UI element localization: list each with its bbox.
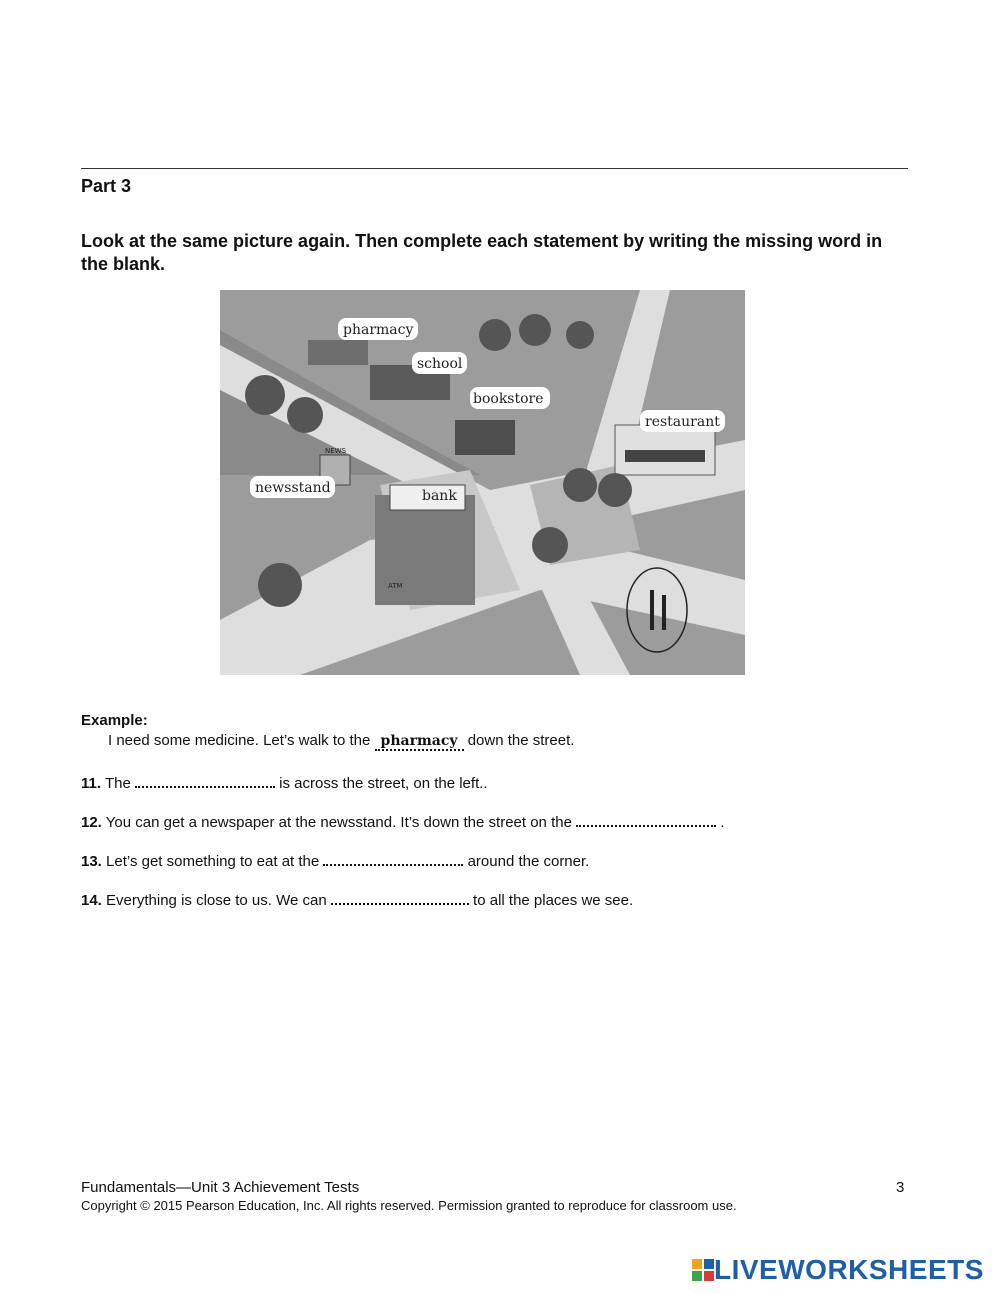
town-map-illustration <box>220 290 745 675</box>
example-heading: Example: <box>81 712 148 729</box>
question-number: 12. <box>81 814 102 831</box>
tree <box>598 473 632 507</box>
example-answer: pharmacy <box>375 733 464 751</box>
question-before: Everything is close to us. We can <box>106 892 327 909</box>
tree <box>258 563 302 607</box>
pharmacy-building <box>308 340 368 365</box>
question-11 <box>81 772 488 792</box>
question-after: around the corner. <box>467 853 590 870</box>
bookstore-building <box>455 420 515 455</box>
tree <box>532 527 568 563</box>
brand-name: LIVEWORKSHEETS <box>714 1254 984 1285</box>
question-14 <box>81 889 633 909</box>
copyright: Copyright © 2015 Pearson Education, Inc. All rights reserved. Permission granted to reproduce for classroom use. <box>81 1198 737 1213</box>
part-title: Part 3 <box>81 176 132 196</box>
answer-blank-13[interactable] <box>323 850 463 866</box>
answer-blank-12[interactable] <box>576 811 716 827</box>
map-label-restaurant: restaurant <box>645 414 720 430</box>
example-after: down the street. <box>467 732 575 749</box>
liveworksheets-brand <box>692 1254 984 1286</box>
example-before: I need some medicine. Let’s walk to the <box>108 732 371 749</box>
instructions: Look at the same picture again. Then complete each statement by writing the missing word in the blank. <box>81 231 883 274</box>
liveworksheets-logo-icon <box>692 1259 714 1281</box>
map-label-newsstand: newsstand <box>255 480 331 496</box>
tree <box>287 397 323 433</box>
map-label-bank: bank <box>422 488 457 504</box>
map-label-pharmacy: pharmacy <box>343 322 414 338</box>
restaurant-windows <box>625 450 705 462</box>
town-map-svg <box>220 290 745 675</box>
tree <box>519 314 551 346</box>
question-13 <box>81 850 589 870</box>
atm-sign: ATM <box>388 582 403 590</box>
question-number: 14. <box>81 892 102 909</box>
header-rule <box>81 168 908 169</box>
answer-blank-11[interactable] <box>135 772 275 788</box>
page-number: 3 <box>896 1179 905 1196</box>
news-sign: NEWS <box>325 447 347 455</box>
question-number: 13. <box>81 853 102 870</box>
tree <box>563 468 597 502</box>
example-sentence <box>108 732 574 749</box>
tree <box>566 321 594 349</box>
answer-blank-14[interactable] <box>331 889 469 905</box>
question-12 <box>81 811 724 831</box>
question-after: . <box>720 814 725 831</box>
tree <box>245 375 285 415</box>
question-before: You can get a newspaper at the newsstand. It’s down the street on the <box>105 814 572 831</box>
footer-title: Fundamentals—Unit 3 Achievement Tests <box>81 1179 360 1196</box>
map-label-bookstore: bookstore <box>473 391 544 407</box>
question-before: Let’s get something to eat at the <box>106 853 320 870</box>
map-label-school: school <box>417 356 463 372</box>
question-before: The <box>104 775 131 792</box>
question-after: is across the street, on the left.. <box>279 775 488 792</box>
tree <box>479 319 511 351</box>
question-after: to all the places we see. <box>473 892 634 909</box>
question-number: 11. <box>81 775 102 792</box>
